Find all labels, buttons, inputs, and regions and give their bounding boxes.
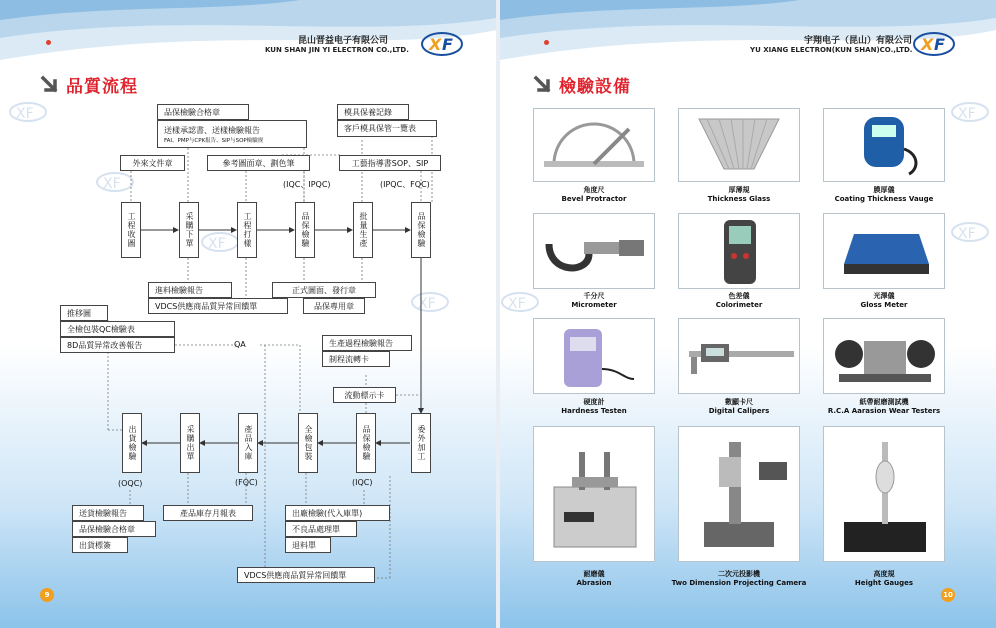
equip-photo-colorimeter xyxy=(678,213,800,289)
watermark-logo-icon xyxy=(410,290,450,314)
equip-name-en: Gloss Meter xyxy=(860,301,908,309)
step-qa-inspection-3: 品保檢驗 xyxy=(356,413,376,473)
doc-process-card: 制程流轉卡 xyxy=(322,351,390,367)
doc-mold-record: 模具保養記錄 xyxy=(337,104,409,120)
label-fqc: (FQC) xyxy=(235,478,258,487)
equip-name-cn: 數顯卡尺 xyxy=(725,398,753,406)
doc-sample-report xyxy=(157,120,307,148)
watermark-logo-icon xyxy=(950,220,990,244)
section-title-text: 檢驗設備 xyxy=(559,77,631,97)
equip-name-en: Bevel Protractor xyxy=(561,195,627,203)
company-logo-icon xyxy=(912,28,956,58)
page-number-right: 10 xyxy=(941,588,955,602)
equip-photo-hardness xyxy=(533,318,655,394)
equip-name-cn: 硬度計 xyxy=(583,398,605,406)
svg-text:XF: XF xyxy=(208,236,226,252)
step-engineering-sample: 工程打樣 xyxy=(237,202,257,258)
equip-name-cn: 角度尺 xyxy=(583,186,605,194)
step-full-pack: 全檢包裝 xyxy=(298,413,318,473)
doc-full-check: 全檢包裝QC檢驗表 xyxy=(60,321,175,337)
arrow-down-right-icon xyxy=(40,75,60,95)
equip-name-cn: 高度規 xyxy=(873,570,895,578)
equip-caption xyxy=(664,186,814,204)
step-outsourcing: 委外加工 xyxy=(411,413,431,473)
equip-caption xyxy=(809,186,959,204)
equip-photo-micrometer xyxy=(533,213,655,289)
doc-sample-report-title: 送樣承認書、送樣檢驗報告 xyxy=(164,125,260,135)
svg-text:XF: XF xyxy=(418,296,436,312)
header-company-cn: 昆山晋益电子有限公司 xyxy=(298,36,389,46)
svg-text:X: X xyxy=(921,35,934,54)
doc-sample-report-sub: FAI、PMP与CPK报告、SIP与SOP檢驗规 xyxy=(164,137,264,144)
equip-name-en: Colorimeter xyxy=(715,301,763,309)
svg-text:XF: XF xyxy=(103,176,121,192)
section-title xyxy=(40,72,138,97)
equip-caption xyxy=(809,570,959,588)
equip-caption xyxy=(519,186,669,204)
colorimeter-icon xyxy=(679,214,800,289)
svg-text:F: F xyxy=(442,35,453,54)
projecting-camera-icon xyxy=(679,427,800,562)
right-page xyxy=(500,0,996,628)
doc-qa-cert-2: 品保檢驗合格章 xyxy=(72,521,156,537)
doc-ref-drawing: 參考圖面章、劃色筆 xyxy=(207,155,310,171)
equip-name-en: Thickness Glass xyxy=(707,195,771,203)
svg-text:XF: XF xyxy=(958,226,976,242)
equip-caption xyxy=(664,570,814,588)
rca-tester-icon xyxy=(824,319,945,394)
equip-caption xyxy=(664,292,814,310)
equip-name-en: Hardness Testen xyxy=(561,407,627,415)
step-warehouse-in: 產品入庫 xyxy=(238,413,258,473)
equip-photo-projector xyxy=(678,426,800,562)
svg-text:F: F xyxy=(934,35,945,54)
coating-meter-icon xyxy=(824,109,945,182)
header-company-en: YU XIANG ELECTRON(KUN SHAN)CO.,LTD. xyxy=(750,46,913,54)
label-iqc: (IQC) xyxy=(352,478,373,487)
doc-return: 退料單 xyxy=(285,537,331,553)
svg-text:X: X xyxy=(429,35,442,54)
equip-caption xyxy=(519,292,669,310)
equip-name-en: Two Dimension Projecting Camera xyxy=(671,579,807,587)
equip-name-cn: 色差儀 xyxy=(728,292,750,300)
step-outgoing-inspection: 出貨檢驗 xyxy=(122,413,142,473)
micrometer-icon xyxy=(534,214,655,289)
step-engineering-receive: 工程收圖 xyxy=(121,202,141,258)
equip-name-cn: 千分尺 xyxy=(583,292,605,300)
label-ipqc-fqc: (IPQC、FQC) xyxy=(380,180,430,189)
section-title-text: 品質流程 xyxy=(66,77,138,97)
svg-text:XF: XF xyxy=(958,106,976,122)
step-purchase-order: 采購下單 xyxy=(179,202,199,258)
left-page xyxy=(0,0,496,628)
equip-photo-height-gauge xyxy=(823,426,945,562)
gloss-meter-icon xyxy=(824,214,945,289)
step-qa-inspection-1: 品保檢驗 xyxy=(295,202,315,258)
equip-name-cn: 紙帶耐磨測試機 xyxy=(859,398,909,406)
equip-caption xyxy=(519,570,669,588)
step-mass-production: 批量生產 xyxy=(353,202,373,258)
label-iqc-ipqc: (IQC、IPQC) xyxy=(283,180,331,189)
doc-ship-label: 出貨標簽 xyxy=(72,537,128,553)
equip-name-en: Micrometer xyxy=(571,301,617,309)
protractor-icon xyxy=(534,109,655,182)
equip-name-cn: 光澤儀 xyxy=(873,292,895,300)
equip-name-cn: 二次元投影機 xyxy=(718,570,760,578)
doc-qa-cert: 品保檢驗合格章 xyxy=(157,104,249,120)
header-company-cn: 宇翔电子（昆山）有限公司 xyxy=(804,36,913,46)
doc-incoming-report: 進料檢驗報告 xyxy=(148,282,232,298)
doc-process-report: 生產過程檢驗報告 xyxy=(322,335,412,351)
watermark-logo-icon xyxy=(8,100,48,124)
equip-caption xyxy=(809,292,959,310)
equip-caption xyxy=(809,398,959,416)
section-title xyxy=(533,72,631,97)
equip-photo-calipers xyxy=(678,318,800,394)
doc-customer-mold: 客戶模具保管一覽表 xyxy=(337,120,437,137)
digital-caliper-icon xyxy=(679,319,800,394)
doc-qa-chapter: 品保專用章 xyxy=(303,298,365,314)
doc-outgoing: 出廠檢驗(代入庫單) xyxy=(285,505,390,521)
feeler-gauge-icon xyxy=(679,109,800,182)
svg-text:XF: XF xyxy=(16,106,34,122)
step-purchase-shipment: 采購出單 xyxy=(180,413,200,473)
doc-vdcs-1: VDCS供應商品質异常回饋單 xyxy=(148,298,288,314)
equip-photo-rca xyxy=(823,318,945,394)
arrow-down-right-icon xyxy=(533,75,553,95)
label-oqc: (OQC) xyxy=(118,479,143,488)
doc-defect: 不良品處理單 xyxy=(285,521,357,537)
equip-caption xyxy=(519,398,669,416)
hardness-tester-icon xyxy=(534,319,655,394)
page-number-left: 9 xyxy=(40,588,54,602)
height-gauge-icon xyxy=(824,427,945,562)
equip-name-cn: 厚薄規 xyxy=(728,186,750,194)
doc-eight-d: 8D品質异常改善報告 xyxy=(60,337,175,353)
equip-photo-protractor xyxy=(533,108,655,182)
doc-transfer: 推移圖 xyxy=(60,305,108,321)
company-logo-icon xyxy=(420,28,464,58)
watermark-logo-icon xyxy=(95,170,135,194)
equip-name-en: R.C.A Aarasion Wear Testers xyxy=(827,407,941,415)
abrasion-tester-icon xyxy=(534,427,655,562)
doc-flow-card: 流動標示卡 xyxy=(333,387,396,403)
doc-ship-report: 送貨檢驗報告 xyxy=(72,505,144,521)
equip-photo-thickness xyxy=(678,108,800,182)
equip-photo-abrasion xyxy=(533,426,655,562)
header-company-en: KUN SHAN JIN YI ELECTRON CO.,LTD. xyxy=(265,46,409,54)
watermark-logo-icon xyxy=(950,100,990,124)
doc-stock-report: 產品庫存月報表 xyxy=(163,505,253,521)
equip-caption xyxy=(664,398,814,416)
doc-formal-drawing: 正式圖面、發行章 xyxy=(272,282,376,298)
doc-vdcs-2: VDCS供應商品質异常回饋單 xyxy=(237,567,375,583)
step-qa-inspection-2: 品保檢驗 xyxy=(411,202,431,258)
svg-text:XF: XF xyxy=(508,296,526,312)
watermark-logo-icon xyxy=(200,230,240,254)
doc-incoming: 外來文件章 xyxy=(120,155,185,171)
equip-name-en: Digital Calipers xyxy=(708,407,770,415)
equip-name-cn: 膜厚儀 xyxy=(873,186,895,194)
equip-photo-coating xyxy=(823,108,945,182)
red-dot-ornament xyxy=(544,40,549,45)
label-qa: QA xyxy=(234,340,246,349)
equip-name-en: Coating Thickness Vauge xyxy=(834,195,934,203)
equip-name-en: Height Gauges xyxy=(854,579,914,587)
doc-sop: 工藝指導書SOP、SIP xyxy=(339,155,441,171)
equip-name-en: Abrasion xyxy=(576,579,612,587)
red-dot-ornament xyxy=(46,40,51,45)
equip-name-cn: 耐磨儀 xyxy=(583,570,605,578)
equip-photo-gloss xyxy=(823,213,945,289)
